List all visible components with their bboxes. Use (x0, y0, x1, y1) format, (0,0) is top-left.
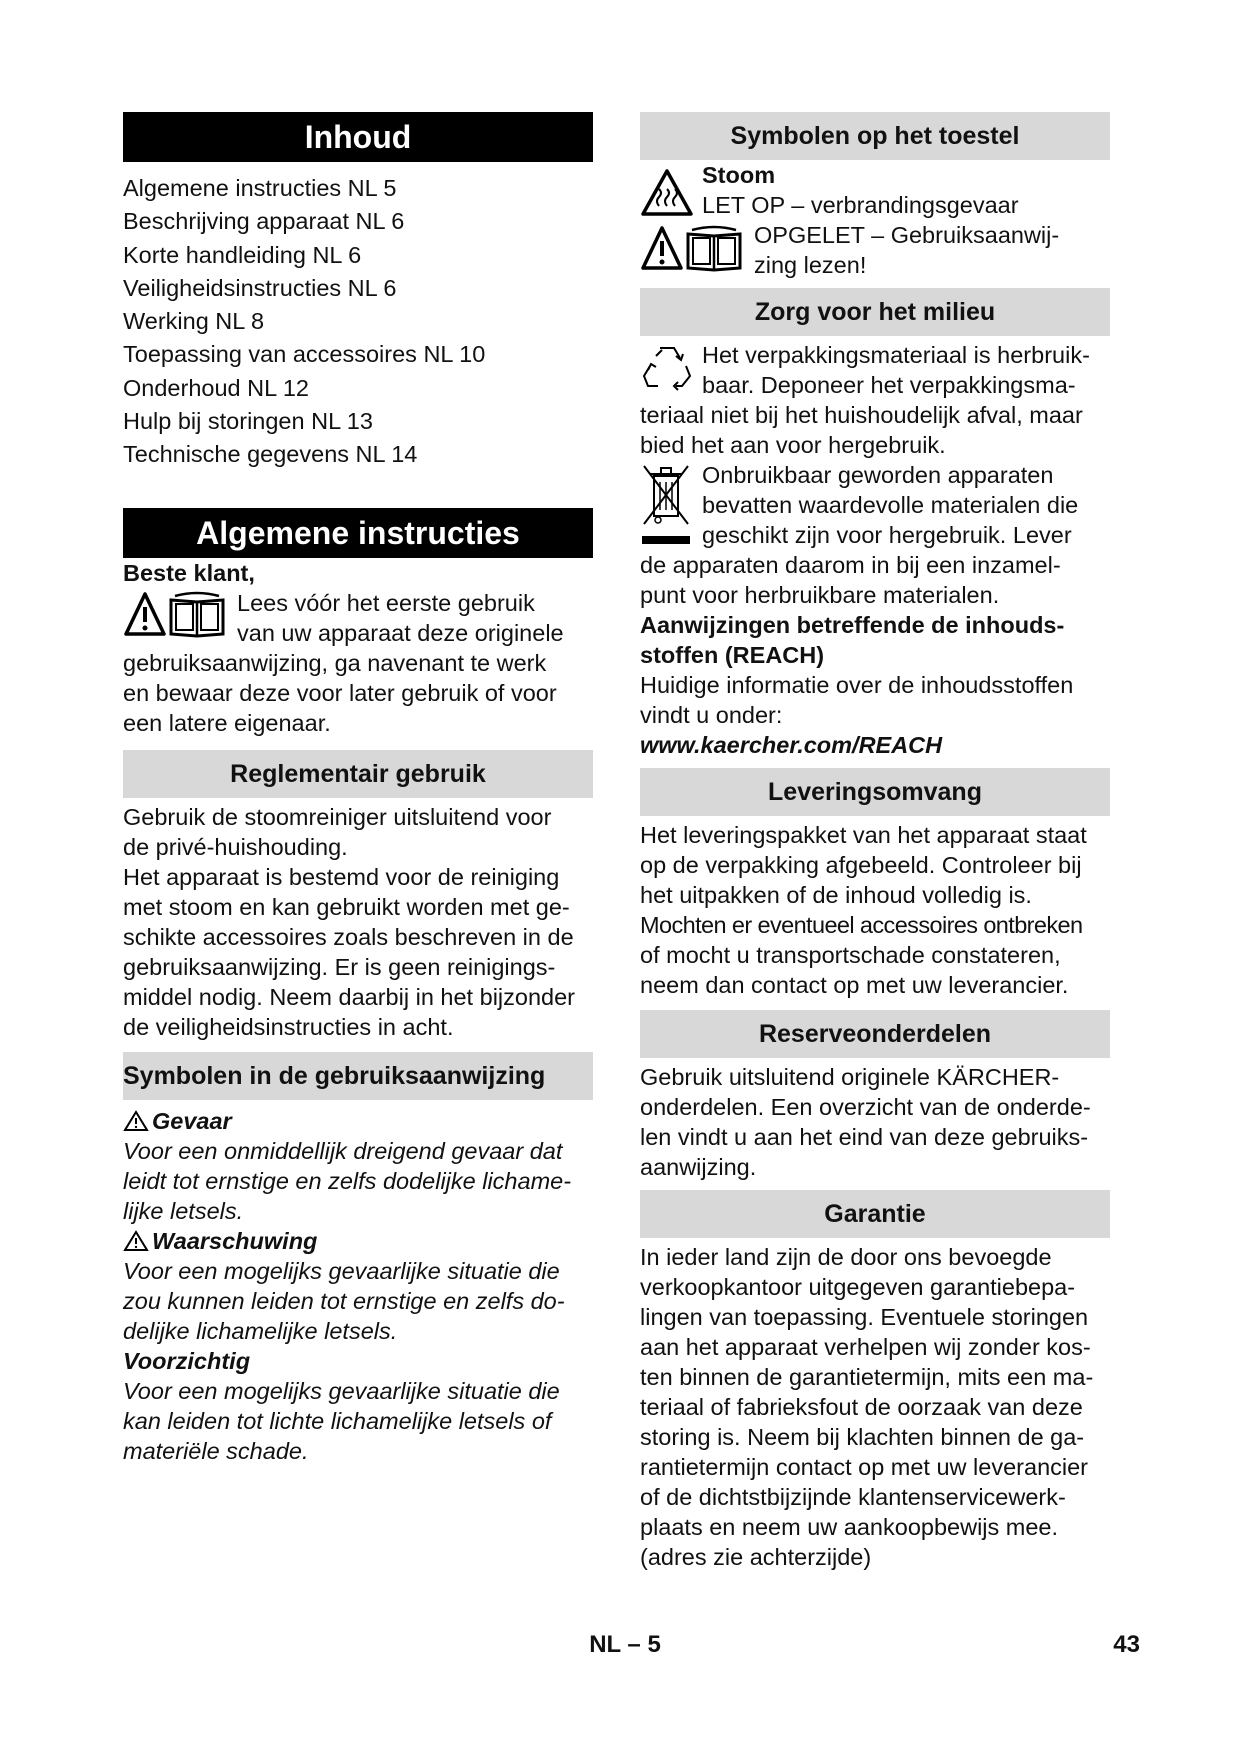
reach-heading: Aanwijzingen betreffende de inhouds- (640, 612, 1065, 638)
intro-line: gebruiksaanwijzing, ga navenant te werk (123, 649, 547, 676)
toc-item[interactable]: Toepassing van accessoires NL 10 (123, 341, 486, 368)
intro-line: van uw apparaat deze originele (237, 619, 564, 646)
text-line: teriaal of fabrieksfout de oorzaak van deze (640, 1394, 1083, 1420)
symbols-device-heading: Symbolen op het toestel (640, 112, 1110, 160)
environment-heading: Zorg voor het milieu (640, 288, 1110, 336)
caution-text: kan leiden tot lichte lichamelijke letsels of (123, 1407, 552, 1434)
toc-item[interactable]: Algemene instructies NL 5 (123, 175, 397, 201)
manual-warning-text: OPGELET – Gebruiksaanwij- (754, 222, 1060, 248)
weee-text: Onbruikbaar geworden apparaten (702, 462, 1054, 488)
dear-customer: Beste klant, (123, 559, 255, 586)
warning-text: Voor een mogelijks gevaarlijke situatie die (123, 1257, 560, 1284)
danger-label-row (123, 1106, 593, 1136)
warranty-text (640, 1242, 1110, 1572)
manual-warning-text: zing lezen! (754, 252, 867, 278)
text-line: verkoopkantoor uitgegeven garantiebepa- (640, 1274, 1076, 1300)
text-line: aan het apparaat verhelpen wij zonder kos- (640, 1334, 1091, 1360)
read-manual-warning-icon (640, 224, 746, 274)
caution-text: materiële schade. (123, 1437, 309, 1464)
text-line: met stoom en kan gebruikt worden met ge- (123, 893, 570, 920)
general-instructions-heading: Algemene instructies (123, 508, 593, 558)
spare-parts-text (640, 1062, 1110, 1182)
right-column (640, 112, 1110, 1572)
page-number: 43 (1113, 1631, 1140, 1658)
recycle-text: teriaal niet bij het huishoudelijk afval, maar (640, 402, 1083, 428)
warning-label-row (123, 1226, 593, 1256)
weee-text: de apparaten daarom in bij een inzamel- (640, 552, 1061, 578)
text-line: Het leveringspakket van het apparaat staat (640, 822, 1087, 848)
text-line: de privé-huishouding. (123, 833, 348, 860)
recycle-icon (640, 342, 694, 394)
crossed-bin-icon (640, 462, 694, 548)
text-line: onderdelen. Een overzicht van de onderde- (640, 1094, 1091, 1120)
text-line: ten binnen de garantietermijn, mits een ma- (640, 1364, 1094, 1390)
steam-label: Stoom (702, 162, 776, 188)
toc-item[interactable]: Hulp bij storingen NL 13 (123, 408, 373, 435)
symbols-manual-text (123, 1106, 593, 1466)
text-line: lingen van toepassing. Eventuele storingen (640, 1304, 1089, 1330)
symbols-manual-heading: Symbolen in de gebruiksaanwijzing (123, 1052, 593, 1100)
danger-text: lijke letsels. (123, 1197, 244, 1224)
hot-steam-warning-icon (640, 168, 694, 218)
warranty-heading: Garantie (640, 1190, 1110, 1238)
danger-text: Voor een onmiddellijk dreigend gevaar dat (123, 1137, 563, 1164)
warning-triangle-icon (123, 1230, 149, 1252)
text-line: Het apparaat is bestemd voor de reiniging (123, 863, 560, 890)
weee-text: bevatten waardevolle materialen die (702, 492, 1079, 518)
text-line: plaats en neem uw aankoopbewijs mee. (640, 1514, 1059, 1540)
read-manual-warning-icon (123, 590, 229, 640)
intended-use-text (123, 802, 593, 1042)
read-manual-block (640, 220, 1110, 280)
toc-item[interactable]: Onderhoud NL 12 (123, 374, 309, 401)
text-line: storing is. Neem bij klachten binnen de ga- (640, 1424, 1085, 1450)
delivery-heading: Leveringsomvang (640, 768, 1110, 816)
text-line: de veiligheidsinstructies in acht. (123, 1013, 454, 1040)
caution-label: Voorzichtig (123, 1347, 251, 1374)
table-of-contents (123, 172, 593, 472)
left-column (123, 112, 593, 1466)
text-line: schikte accessoires zoals beschreven in de (123, 923, 574, 950)
weee-block (640, 460, 1110, 610)
weee-text: punt voor herbruikbare materialen. (640, 582, 1000, 608)
intro-line: een latere eigenaar. (123, 709, 331, 736)
recycle-text: baar. Deponeer het verpakkingsma- (702, 372, 1076, 398)
reach-text: vindt u onder: (640, 702, 783, 728)
steam-block (640, 160, 1110, 220)
text-line: Mochten er eventueel accessoires ontbreken (640, 912, 1083, 938)
intro-line: Lees vóór het eerste gebruik (237, 589, 535, 616)
intro-block (123, 588, 593, 738)
text-line: of mocht u transportschade constateren, (640, 942, 1061, 968)
warning-triangle-icon (123, 1110, 149, 1132)
recycle-text: Het verpakkingsmateriaal is herbruik- (702, 342, 1090, 368)
warning-label: Waarschuwing (152, 1227, 318, 1254)
recycle-text: bied het aan voor hergebruik. (640, 432, 946, 458)
text-line: aanwijzing. (640, 1154, 757, 1180)
section-page-number: NL – 5 (589, 1631, 661, 1658)
delivery-text (640, 820, 1110, 1000)
text-line: In ieder land zijn de door ons bevoegde (640, 1244, 1052, 1270)
text-line: Gebruik uitsluitend originele KÄRCHER- (640, 1064, 1060, 1090)
steam-text: LET OP – verbrandingsgevaar (702, 192, 1019, 218)
text-line: op de verpakking afgebeeld. Controleer bij (640, 852, 1082, 878)
toc-item[interactable]: Werking NL 8 (123, 308, 265, 335)
danger-text: leidt tot ernstige en zelfs dodelijke lichame- (123, 1167, 572, 1194)
warning-text: zou kunnen leiden tot ernstige en zelfs do- (123, 1287, 565, 1314)
spare-parts-heading: Reserveonderdelen (640, 1010, 1110, 1058)
text-line: middel nodig. Neem daarbij in het bijzonder (123, 983, 575, 1010)
text-line: rantietermijn contact op met uw leverancier (640, 1454, 1089, 1480)
text-line: Gebruik de stoomreiniger uitsluitend voor (123, 803, 552, 830)
text-line: het uitpakken of de inhoud volledig is. (640, 882, 1032, 908)
weee-text: geschikt zijn voor hergebruik. Lever (702, 522, 1072, 548)
toc-item[interactable]: Technische gegevens NL 14 (123, 441, 418, 468)
text-line: (adres zie achterzijde) (640, 1544, 872, 1570)
recycle-block (640, 340, 1110, 460)
intro-line: en bewaar deze voor later gebruik of voor (123, 679, 557, 706)
text-line: neem dan contact op met uw leverancier. (640, 972, 1069, 998)
text-line: of de dichtstbijzijnde klantenservicewerk- (640, 1484, 1066, 1510)
reach-text: Huidige informatie over de inhoudsstoffen (640, 672, 1074, 698)
danger-label: Gevaar (152, 1107, 232, 1134)
caution-text: Voor een mogelijks gevaarlijke situatie die (123, 1377, 560, 1404)
intended-use-heading: Reglementair gebruik (123, 750, 593, 798)
reach-link[interactable]: www.kaercher.com/REACH (640, 732, 943, 758)
toc-item[interactable]: Beschrijving apparaat NL 6 (123, 208, 405, 235)
reach-heading: stoffen (REACH) (640, 642, 825, 668)
warning-text: delijke lichamelijke letsels. (123, 1317, 398, 1344)
toc-item[interactable]: Korte handleiding NL 6 (123, 241, 362, 268)
toc-heading: Inhoud (123, 112, 593, 162)
text-line: len vindt u aan het eind van deze gebruiks- (640, 1124, 1089, 1150)
text-line: gebruiksaanwijzing. Er is geen reinigings- (123, 953, 556, 980)
toc-item[interactable]: Veiligheidsinstructies NL 6 (123, 274, 397, 301)
